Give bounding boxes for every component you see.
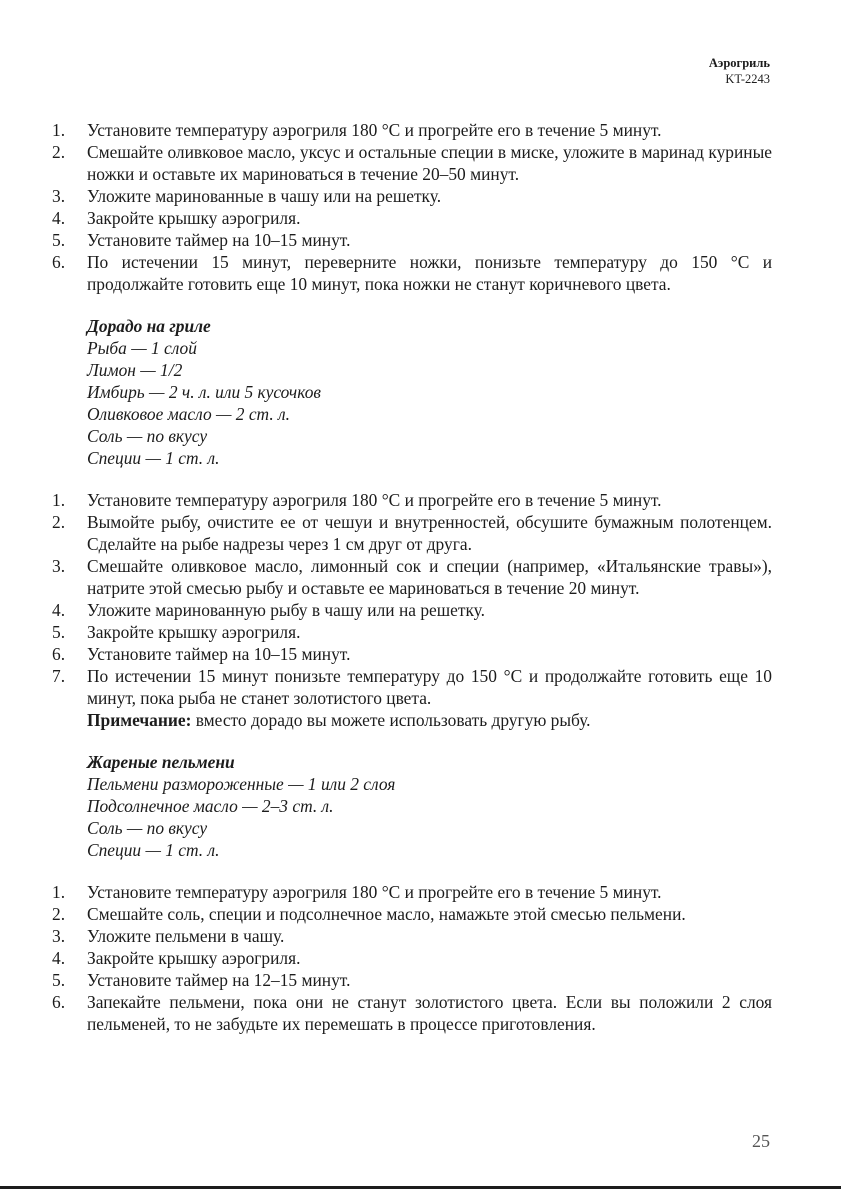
step-item: 5. Закройте крышку аэрогриля.: [52, 622, 301, 642]
ingredient-item: Имбирь — 2 ч. л. или 5 кусочков: [87, 382, 321, 402]
ingredient-item: Соль — по вкусу: [87, 818, 208, 838]
step-item: 6. Запекайте пельмени, пока они не станут золотистого цвета. Если вы положили 2 слоя пельменей, то не забудьте их перемешать в процессе приготовления.: [52, 992, 772, 1034]
ingredient-item: Специи — 1 ст. л.: [87, 840, 220, 860]
recipe-dorado: [87, 315, 772, 469]
note-label: Примечание:: [87, 710, 192, 730]
step-item: 1. Установите температуру аэрогриля 180 °C и прогрейте его в течение 5 минут.: [52, 490, 662, 510]
header-model: KT-2243: [725, 72, 770, 86]
step-item: 4. Уложите маринованную рыбу в чашу или на решетку.: [52, 600, 485, 620]
ingredient-item: Специи — 1 ст. л.: [87, 448, 220, 468]
ingredient-item: Лимон — 1/2: [87, 360, 183, 380]
header-product: Аэрогриль: [708, 56, 770, 70]
step-item: 4. Закройте крышку аэрогриля.: [52, 948, 301, 968]
step-item: 7. По истечении 15 минут понизьте температуру до 150 °C и продолжайте готовить еще 10 минут, пока рыба не станет золотистого цвета. Примечание: вместо дорадо вы можете использовать другую рыбу.: [52, 666, 772, 730]
steps-list-dumplings: [52, 881, 772, 1035]
page-header: [709, 55, 770, 87]
ingredient-item: Пельмени размороженные — 1 или 2 слоя: [87, 774, 396, 794]
recipe-title: Жареные пельмени: [87, 752, 235, 772]
step-item: 3. Смешайте оливковое масло, лимонный сок и специи (например, «Итальянские травы»), натрите этой смесью рыбу и оставьте ее мариноваться в течение 20 минут.: [52, 556, 772, 598]
step-item: 3. Уложите пельмени в чашу.: [52, 926, 285, 946]
steps-list-dorado: [52, 489, 772, 731]
ingredient-item: Рыба — 1 слой: [87, 338, 197, 358]
step-item: 1. Установите температуру аэрогриля 180 °C и прогрейте его в течение 5 минут.: [52, 882, 662, 902]
ingredient-item: Оливковое масло — 2 ст. л.: [87, 404, 290, 424]
step-item: 2. Смешайте оливковое масло, уксус и остальные специи в миске, уложите в маринад куриные ножки и оставьте их мариноваться в течение 20–50 минут.: [52, 142, 772, 184]
note: [87, 709, 772, 731]
step-item: 6. Установите таймер на 10–15 минут.: [52, 644, 351, 664]
step-item: 5. Установите таймер на 12–15 минут.: [52, 970, 351, 990]
ingredient-item: Соль — по вкусу: [87, 426, 208, 446]
step-item: 2. Вымойте рыбу, очистите ее от чешуи и внутренностей, обсушите бумажным полотенцем. Сделайте на рыбе надрезы через 1 см друг от друга.: [52, 512, 772, 554]
page-number: 25: [752, 1131, 770, 1151]
step-item: 1. Установите температуру аэрогриля 180 °C и прогрейте его в течение 5 минут.: [52, 120, 662, 140]
recipe-title: Дорадо на гриле: [87, 316, 211, 336]
page-content: [52, 119, 772, 1035]
step-item: 4. Закройте крышку аэрогриля.: [52, 208, 301, 228]
step-item: 5. Установите таймер на 10–15 минут.: [52, 230, 351, 250]
step-item: 6. По истечении 15 минут, переверните ножки, понизьте температуру до 150 °C и продолжайте готовить еще 10 минут, пока ножки не станут коричневого цвета.: [52, 252, 772, 294]
steps-list-chicken: [52, 119, 772, 295]
ingredient-item: Подсолнечное масло — 2–3 ст. л.: [87, 796, 334, 816]
recipe-dumplings: [87, 751, 772, 861]
note-text: вместо дорадо вы можете использовать другую рыбу.: [191, 710, 591, 730]
step-item: 3. Уложите маринованные в чашу или на решетку.: [52, 186, 442, 206]
step-item: 2. Смешайте соль, специи и подсолнечное масло, намажьте этой смесью пельмени.: [52, 904, 686, 924]
